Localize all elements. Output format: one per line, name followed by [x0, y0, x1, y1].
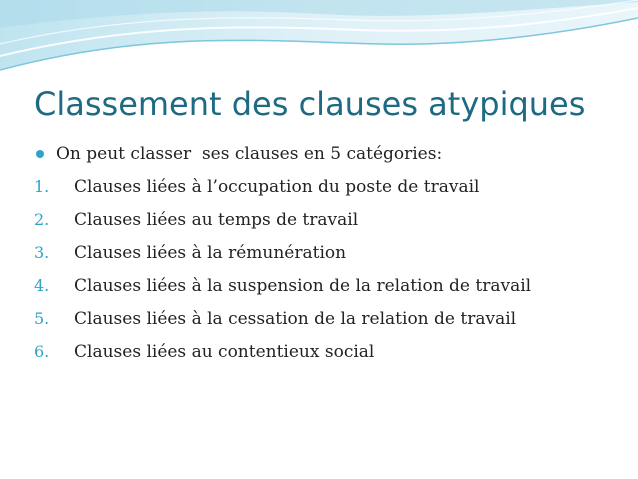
list-number: 2.	[34, 210, 50, 229]
list-item-text: Clauses liées à la suspension de la relation de travail	[74, 275, 532, 296]
list-number: 6.	[34, 342, 50, 361]
list-item	[34, 302, 624, 335]
list-item	[34, 335, 624, 368]
list-number: 5.	[34, 309, 50, 328]
clause-list	[34, 170, 624, 368]
list-number: 1.	[34, 177, 50, 196]
list-item	[34, 170, 624, 203]
intro-text: On peut classer ses clauses en 5 catégories:	[56, 144, 443, 164]
list-item-text: Clauses liées au temps de travail	[74, 209, 359, 230]
list-item-text: Clauses liées au contentieux social	[74, 341, 375, 362]
list-item-text: Clauses liées à la cessation de la relation de travail	[74, 308, 517, 329]
slide-title: Classement des clauses atypiques	[34, 85, 586, 123]
list-item	[34, 203, 624, 236]
intro-line	[34, 140, 624, 168]
list-item	[34, 269, 624, 302]
list-number: 3.	[34, 243, 50, 262]
bullet-dot-icon	[36, 150, 44, 158]
wave-header-decoration	[0, 0, 638, 80]
list-item-text: Clauses liées à l’occupation du poste de travail	[74, 176, 480, 197]
list-item-text: Clauses liées à la rémunération	[74, 242, 347, 263]
slide-content	[34, 140, 624, 368]
list-item	[34, 236, 624, 269]
list-number: 4.	[34, 276, 50, 295]
